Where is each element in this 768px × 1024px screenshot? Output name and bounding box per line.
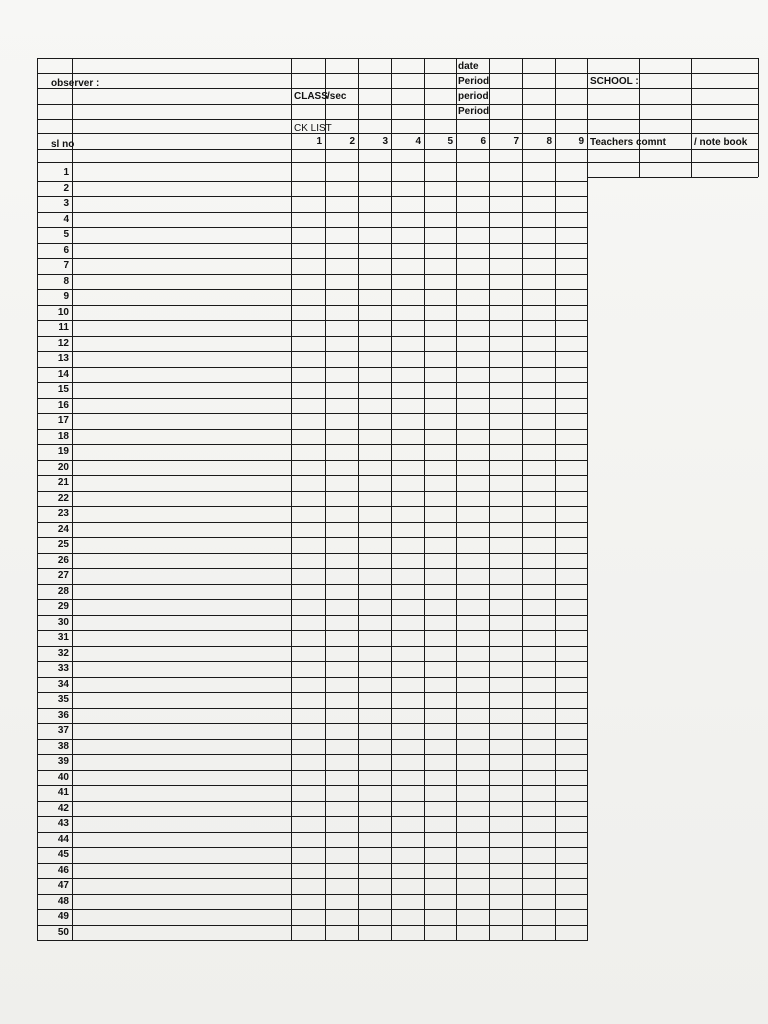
grid-line-h [37,553,588,554]
teachers-comment-header: Teachers comnt [590,137,666,148]
grid-line-h [37,475,588,476]
grid-line-h [37,429,588,430]
grid-line-h [37,181,588,182]
grid-line-h [37,785,588,786]
grid-line-h [37,382,588,383]
note-book-header: / note book [694,137,748,148]
checklist-number: 5 [447,136,453,147]
grid-line-h [37,506,588,507]
grid-line-h [588,177,758,178]
row-number: 45 [57,849,69,860]
row-number: 16 [57,399,69,411]
row-number: 36 [57,709,69,721]
row-number: 26 [57,554,69,566]
row-number: 4 [63,213,69,225]
row-number: 50 [57,926,69,938]
grid-line-v [325,58,326,940]
grid-line-v [489,58,490,940]
row-number: 40 [57,771,69,783]
grid-line-v [691,58,692,177]
grid-line-h [37,878,588,879]
grid-line-h [37,863,588,864]
row-number: 37 [57,725,69,736]
checklist-number: 4 [415,136,421,147]
row-number: 43 [57,818,69,829]
row-number: 25 [57,539,69,550]
row-number: 34 [57,678,69,690]
row-number: 22 [57,492,69,504]
grid-line-h [37,444,588,445]
row-number: 20 [57,461,69,473]
row-number: 42 [57,802,69,814]
checklist-number: 9 [578,136,584,147]
row-number: 14 [57,368,69,380]
grid-line-v [639,58,640,177]
grid-line-h [37,133,758,134]
row-number: 23 [57,508,69,519]
grid-line-v [758,58,759,177]
grid-line-v [424,58,425,940]
grid-line-v [291,58,292,940]
observer-label: observer : [51,78,100,89]
grid-line-h [37,289,588,290]
grid-line-h [37,754,588,755]
row-number: 38 [57,740,69,752]
school-label: SCHOOL : [590,76,639,87]
checklist-number: 1 [316,136,322,147]
row-number: 12 [57,337,69,349]
checklist-number: 6 [480,136,486,147]
grid-line-h [37,305,588,306]
grid-line-h [37,522,588,523]
grid-line-h [37,149,758,150]
grid-line-v [587,58,588,940]
grid-line-v [555,58,556,940]
slno-header: sl no [51,139,75,150]
grid-line-h [37,646,588,647]
row-number: 17 [57,415,69,426]
grid-line-h [37,816,588,817]
grid-line-h [37,104,758,105]
grid-line-h [37,162,758,163]
grid-line-h [37,351,588,352]
grid-line-h [37,119,758,120]
class-label: CLASS [294,91,328,102]
row-number: 27 [57,570,69,581]
grid-line-h [37,568,588,569]
row-number: 35 [57,694,69,705]
row-number: 29 [57,601,69,612]
grid-line-h [37,537,588,538]
grid-line-h [37,460,588,461]
grid-line-v [391,58,392,940]
grid-line-h [37,491,588,492]
checklist-number: 2 [349,136,355,147]
row-number: 10 [57,306,69,318]
grid-line-h [37,615,588,616]
row-number: 32 [57,647,69,659]
grid-line-h [37,940,588,941]
row-number: 13 [57,353,69,364]
grid-line-h [37,801,588,802]
grid-line-h [37,723,588,724]
row-number: 21 [57,477,69,488]
row-number: 48 [57,895,69,907]
grid-line-h [37,274,588,275]
grid-line-h [37,212,588,213]
period-label-3: Period [458,106,490,117]
grid-line-h [37,320,588,321]
sec-label: /sec [327,91,347,102]
row-number: 46 [57,864,69,876]
row-number: 1 [63,167,69,178]
row-number: 9 [63,291,69,302]
grid-line-h [37,832,588,833]
grid-line-h [37,398,588,399]
row-number: 30 [57,616,69,628]
row-number: 39 [57,756,69,767]
grid-line-h [37,692,588,693]
grid-line-h [37,413,588,414]
grid-line-h [37,770,588,771]
row-number: 15 [57,384,69,395]
grid-line-v [358,58,359,940]
grid-line-h [37,196,588,197]
row-number: 47 [57,880,69,891]
grid-line-h [37,336,588,337]
row-number: 33 [57,663,69,674]
date-label: date [458,61,479,72]
row-number: 31 [57,632,69,643]
row-number: 2 [63,182,69,194]
grid-line-h [37,630,588,631]
grid-line-h [37,258,588,259]
row-number: 44 [57,833,69,845]
period-label-2: period [458,91,489,102]
row-number: 3 [63,198,69,209]
grid-line-h [37,243,588,244]
grid-line-h [37,58,758,59]
grid-line-h [37,227,588,228]
grid-line-h [37,584,588,585]
row-number: 11 [58,322,69,333]
grid-line-h [37,739,588,740]
checklist-number: 7 [513,136,519,147]
grid-line-h [37,367,588,368]
grid-line-v [72,58,73,940]
grid-line-h [37,909,588,910]
row-number: 41 [57,787,69,798]
grid-line-h [37,894,588,895]
grid-line-h [37,661,588,662]
grid-line-h [37,73,758,74]
grid-line-h [37,925,588,926]
period-label-1: Period [458,76,490,87]
checklist-number: 3 [382,136,388,147]
row-number: 6 [63,244,69,256]
row-number: 24 [57,523,69,535]
grid-line-v [456,58,457,940]
row-number: 7 [63,260,69,271]
grid-line-v [522,58,523,940]
grid-line-h [37,599,588,600]
row-number: 18 [57,430,69,442]
row-number: 19 [57,446,69,457]
row-number: 28 [57,585,69,597]
grid-line-h [37,708,588,709]
row-number: 8 [63,275,69,287]
checklist-number: 8 [546,136,552,147]
grid-line-h [37,847,588,848]
grid-line-h [37,677,588,678]
grid-line-h [37,88,758,89]
row-number: 5 [63,229,69,240]
row-number: 49 [57,911,69,922]
checklist-label: CK LIST [294,123,332,134]
